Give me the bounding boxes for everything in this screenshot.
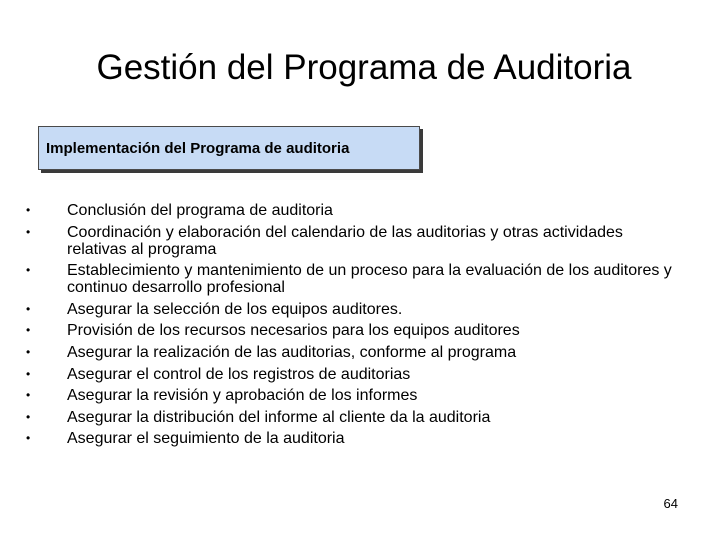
page-number: 64	[663, 496, 678, 511]
section-header-label: Implementación del Programa de auditoria	[46, 139, 350, 157]
bullet-text: Coordinación y elaboración del calendario de las auditorias y otras actividades relativas al programa	[67, 223, 623, 258]
bullet-text: Asegurar el control de los registros de auditorias	[67, 365, 411, 383]
bullet-icon: •	[26, 263, 31, 278]
bullet-list	[26, 202, 676, 452]
bullet-item	[26, 409, 676, 426]
bullet-icon: •	[26, 409, 31, 424]
bullet-item	[26, 301, 676, 318]
bullet-item	[26, 224, 676, 258]
bullet-item	[26, 430, 676, 447]
bullet-icon: •	[26, 224, 31, 239]
bullet-icon: •	[26, 366, 31, 381]
bullet-item	[26, 344, 676, 361]
bullet-icon: •	[26, 431, 31, 446]
bullet-text: Asegurar la distribución del informe al cliente da la auditoria	[67, 408, 491, 426]
bullet-item	[26, 322, 676, 339]
bullet-icon: •	[26, 301, 31, 316]
bullet-text: Establecimiento y mantenimiento de un proceso para la evaluación de los auditores y continuo desarrollo profesional	[67, 262, 672, 297]
bullet-icon: •	[26, 323, 31, 338]
bullet-icon: •	[26, 203, 31, 217]
bullet-item	[26, 262, 676, 296]
bullet-item	[26, 366, 676, 383]
section-header-box	[38, 126, 420, 170]
bullet-item	[26, 202, 676, 219]
bullet-text: Provisión de los recursos necesarios para los equipos auditores	[67, 322, 520, 340]
bullet-icon: •	[26, 388, 31, 403]
bullet-item	[26, 387, 676, 404]
bullet-text: Asegurar la selección de los equipos auditores.	[67, 300, 403, 318]
bullet-text: Asegurar la realización de las auditorias, conforme al programa	[67, 343, 517, 361]
bullet-text: Asegurar la revisión y aprobación de los informes	[67, 387, 418, 405]
slide-title: Gestión del Programa de Auditoria	[96, 48, 632, 87]
bullet-text: Conclusión del programa de auditoria	[67, 202, 333, 219]
bullet-text: Asegurar el seguimiento de la auditoria	[67, 430, 345, 448]
bullet-icon: •	[26, 344, 31, 359]
